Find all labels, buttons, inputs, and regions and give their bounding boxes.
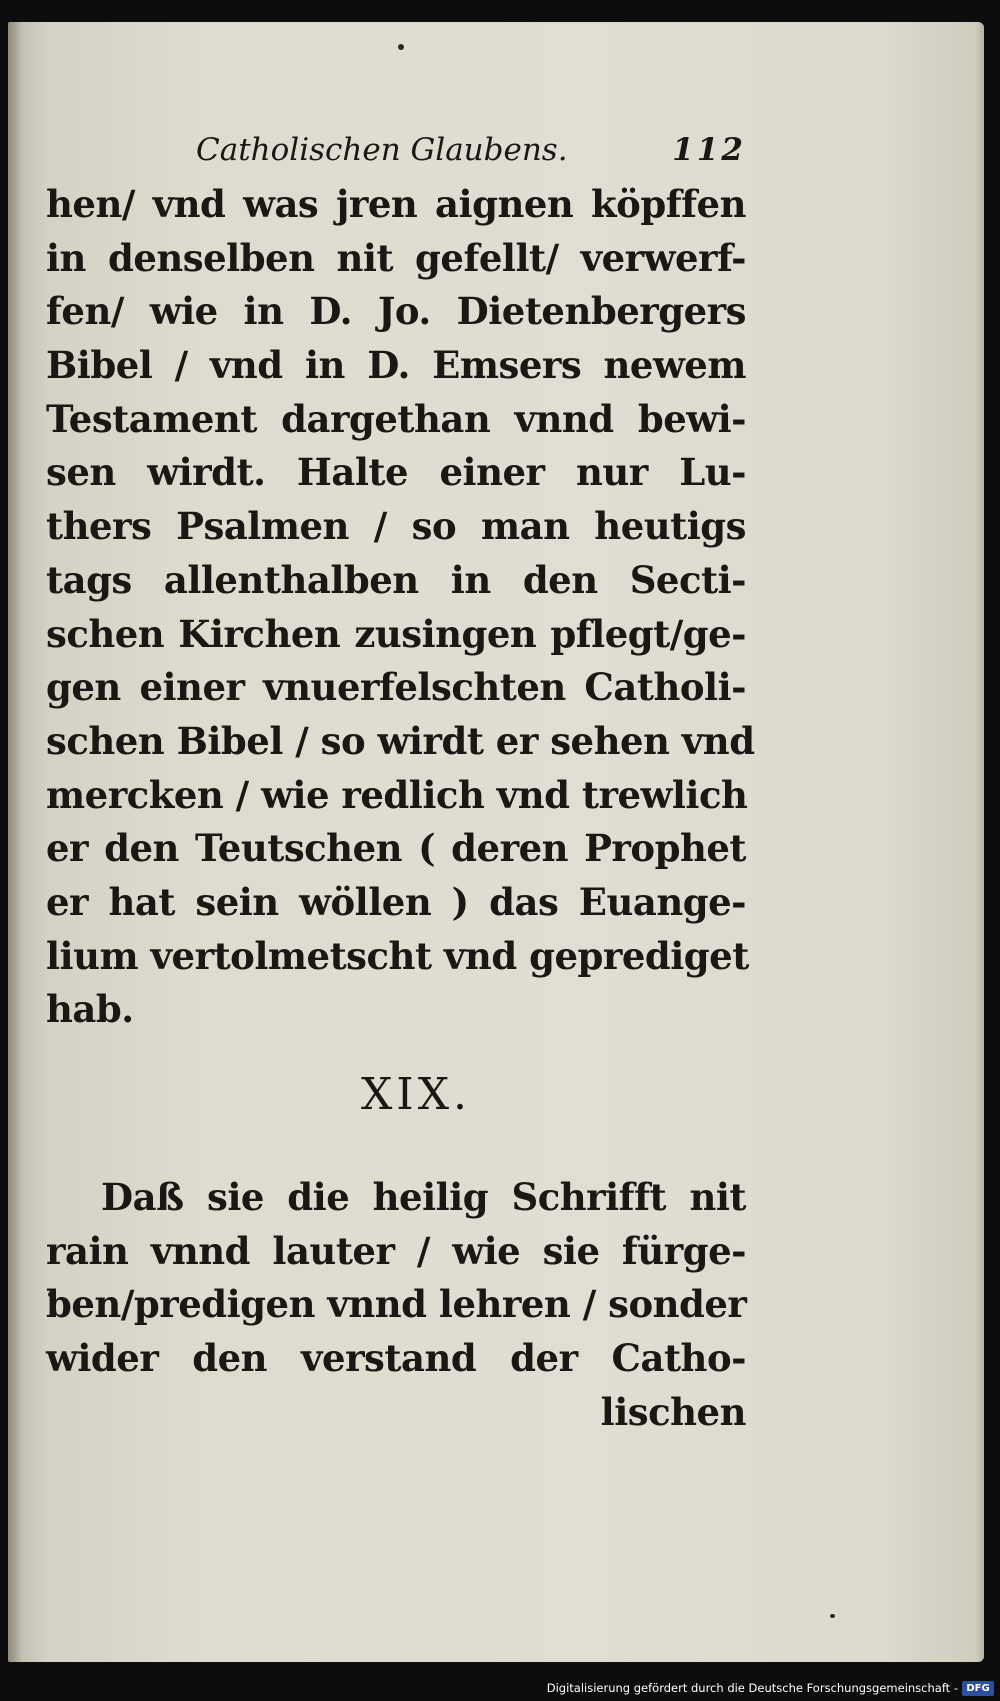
text-line: tags allenthalben in den Secti-: [46, 557, 746, 602]
text-line: ben/predigen vnnd lehren / sonder: [46, 1282, 747, 1327]
text-block: [46, 116, 755, 1439]
running-title: Catholischen Glaubens.: [196, 132, 568, 168]
text-line: Bibel / vnd in D. Emsers newem: [46, 343, 746, 388]
funding-credit: Digitalisierung gefördert durch die Deutsche Forschungsgemeinschaft -: [546, 1681, 958, 1695]
ink-speck: [830, 1614, 835, 1618]
text-line: sen wirdt. Halte einer nur Lu-: [46, 450, 746, 495]
text-line: hen/ vnd was jren aignen köpffen: [46, 182, 746, 226]
text-line: schen Bibel / so wirdt er sehen vnd: [46, 718, 755, 763]
text-line: gen einer vnuerfelschten Catholi-: [46, 665, 746, 710]
ink-speck: [398, 44, 404, 50]
text-line: mercken / wie redlich vnd trewlich: [46, 772, 748, 817]
text-line: fen/ wie in D. Jo. Dietenbergers: [46, 289, 746, 334]
text-line: wider den verstand der Catho-: [46, 1336, 746, 1381]
dfg-logo: DFG: [962, 1681, 994, 1696]
catchword: lischen: [600, 1389, 746, 1434]
book-page: [8, 22, 984, 1662]
text-line: Testament dargethan vnnd bewi-: [46, 396, 746, 441]
text-line: lium vertolmetscht vnd geprediget: [46, 933, 749, 978]
spacer: [46, 1153, 746, 1169]
footer-bar: [0, 1667, 1000, 1701]
paragraph-bottom: [46, 1171, 746, 1439]
running-head: [46, 116, 746, 176]
text-line: thers Psalmen / so man heutigs: [46, 504, 746, 549]
page-number: 112: [672, 132, 746, 168]
text-line: in denselben nit gefellt/ verwerf-: [46, 235, 746, 280]
chapter-heading: XIX.: [360, 1069, 471, 1120]
text-line: Daß sie die heilig Schrifft nit: [101, 1175, 746, 1219]
text-line: er hat sein wöllen ) das Euange-: [46, 879, 746, 924]
text-line: rain vnnd lauter / wie sie fürge-: [46, 1228, 746, 1273]
paragraph-top: [46, 178, 755, 1037]
text-line: schen Kirchen zusingen pflegt/ge-: [46, 611, 746, 656]
text-line: hab.: [46, 987, 134, 1032]
text-line: er den Teutschen ( deren Prophet: [46, 826, 746, 871]
